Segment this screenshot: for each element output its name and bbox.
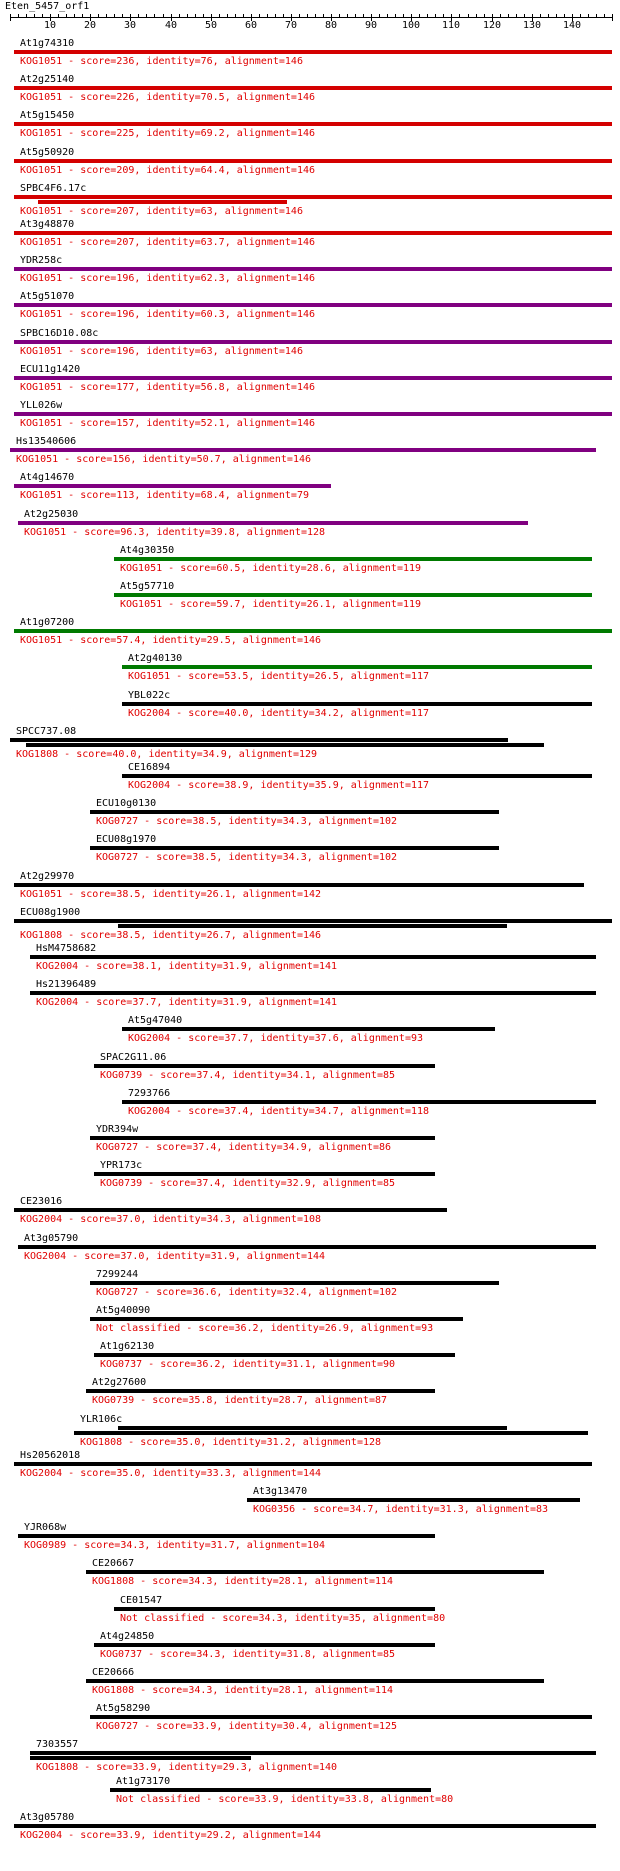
hit-description: KOG1051 - score=96.3, identity=39.8, alignment=128 <box>24 527 326 538</box>
alignment-bar <box>122 774 592 778</box>
hit-name[interactable]: Hs21396489 <box>36 979 97 990</box>
ruler-tick <box>203 14 204 18</box>
hit-description: KOG1051 - score=225, identity=69.2, alignment=146 <box>20 128 316 139</box>
hit-name[interactable]: Hs20562018 <box>20 1450 81 1461</box>
ruler-tick <box>508 14 509 18</box>
ruler-tick <box>540 14 541 18</box>
alignment-bar <box>122 1100 596 1104</box>
hit-name[interactable]: At5g15450 <box>20 110 75 121</box>
hit-description: KOG1051 - score=156, identity=50.7, alignment=146 <box>16 454 312 465</box>
hit-name[interactable]: YBL022c <box>128 690 171 701</box>
hit-description: KOG2004 - score=37.0, identity=31.9, alignment=144 <box>24 1251 326 1262</box>
alignment-bar <box>94 1353 455 1357</box>
hit-name[interactable]: CE20666 <box>92 1667 135 1678</box>
ruler-tick <box>580 14 581 18</box>
ruler-tick <box>500 14 501 18</box>
alignment-bar <box>122 1027 495 1031</box>
ruler-label: 110 <box>441 20 461 31</box>
alignment-bar <box>90 846 499 850</box>
hit-description: KOG0739 - score=37.4, identity=32.9, alignment=85 <box>100 1178 396 1189</box>
hit-name[interactable]: YLL026w <box>20 400 63 411</box>
alignment-bar <box>94 1172 435 1176</box>
hit-name[interactable]: ECU11g1420 <box>20 364 81 375</box>
alignment-bar <box>30 991 596 995</box>
ruler-tick <box>227 14 228 18</box>
ruler-tick <box>427 14 428 18</box>
alignment-bar <box>90 1136 435 1140</box>
alignment-bar <box>14 340 612 344</box>
alignment-bar <box>14 50 612 54</box>
hit-name[interactable]: 7299244 <box>96 1269 139 1280</box>
ruler-tick <box>564 14 565 18</box>
ruler-tick <box>98 14 99 18</box>
ruler-label: 50 <box>204 20 218 31</box>
alignment-bar <box>86 1570 544 1574</box>
hit-name[interactable]: SPBC16D10.08c <box>20 328 99 339</box>
ruler-tick <box>459 14 460 18</box>
hit-description: KOG1051 - score=196, identity=60.3, alignment=146 <box>20 309 316 320</box>
hit-name[interactable]: SPBC4F6.17c <box>20 183 87 194</box>
alignment-bar <box>14 1824 596 1828</box>
hit-description: KOG0737 - score=34.3, identity=31.8, alignment=85 <box>100 1649 396 1660</box>
ruler-tick <box>299 14 300 18</box>
hit-description: KOG1051 - score=57.4, identity=29.5, alignment=146 <box>20 635 322 646</box>
hit-description: KOG1051 - score=196, identity=63, alignment=146 <box>20 346 303 357</box>
alignment-bar <box>14 1462 592 1466</box>
hit-name[interactable]: At5g50920 <box>20 147 75 158</box>
alignment-bar <box>122 702 592 706</box>
ruler-tick <box>219 14 220 18</box>
ruler-tick <box>315 14 316 18</box>
ruler-tick <box>347 14 348 18</box>
hit-name[interactable]: SPCC737.08 <box>16 726 77 737</box>
hit-description: KOG2004 - score=37.7, identity=37.6, alignment=93 <box>128 1033 424 1044</box>
hit-description: KOG1051 - score=157, identity=52.1, alignment=146 <box>20 418 316 429</box>
ruler-tick <box>187 14 188 18</box>
hit-description: KOG0356 - score=34.7, identity=31.3, alignment=83 <box>253 1504 549 1515</box>
hit-name[interactable]: 7303557 <box>36 1739 79 1750</box>
ruler-tick <box>604 14 605 18</box>
ruler-tick <box>235 14 236 18</box>
ruler-tick <box>42 14 43 18</box>
ruler-tick <box>267 14 268 18</box>
hit-description: KOG1808 - score=34.3, identity=28.1, alignment=114 <box>92 1576 394 1587</box>
hit-name[interactable]: At4g14670 <box>20 472 75 483</box>
hit-description: KOG1051 - score=113, identity=68.4, alignment=79 <box>20 490 309 501</box>
ruler-tick <box>114 14 115 18</box>
hit-name[interactable]: CE20667 <box>92 1558 135 1569</box>
hit-description: KOG1808 - score=35.0, identity=31.2, alignment=128 <box>80 1437 382 1448</box>
hit-name[interactable]: Hs13540606 <box>16 436 77 447</box>
alignment-bar <box>10 738 508 742</box>
alignment-bar <box>14 267 612 271</box>
hit-description: KOG2004 - score=37.4, identity=34.7, alignment=118 <box>128 1106 430 1117</box>
hit-description: KOG2004 - score=38.9, identity=35.9, alignment=117 <box>128 780 430 791</box>
ruler-tick <box>556 14 557 18</box>
hit-name[interactable]: ECU10g0130 <box>96 798 157 809</box>
ruler-tick <box>612 14 613 21</box>
alignment-bar <box>30 1756 251 1760</box>
hit-name[interactable]: YLR106c <box>80 1414 123 1425</box>
hit-name[interactable]: At1g73170 <box>116 1776 171 1787</box>
hit-name[interactable]: CE23016 <box>20 1196 63 1207</box>
hit-name[interactable]: HsM4758682 <box>36 943 97 954</box>
ruler-tick <box>82 14 83 18</box>
alignment-bar <box>90 1317 463 1321</box>
alignment-bar <box>18 521 528 525</box>
ruler-tick <box>10 14 11 21</box>
hit-description: KOG2004 - score=37.0, identity=34.3, alignment=108 <box>20 1214 322 1225</box>
ruler-tick <box>468 14 469 18</box>
ruler-label: 140 <box>562 20 582 31</box>
alignment-bar <box>90 1281 499 1285</box>
hit-description: KOG1051 - score=207, identity=63, alignment=146 <box>20 206 303 217</box>
hit-description: Not classified - score=34.3, identity=35, alignment=80 <box>120 1613 446 1624</box>
alignment-bar <box>14 1208 447 1212</box>
hit-name[interactable]: At4g24850 <box>100 1631 155 1642</box>
hit-description: KOG1808 - score=38.5, identity=26.7, alignment=146 <box>20 930 322 941</box>
ruler-tick <box>419 14 420 18</box>
ruler-tick <box>484 14 485 18</box>
hit-description: KOG1051 - score=38.5, identity=26.1, alignment=142 <box>20 889 322 900</box>
ruler-tick <box>355 14 356 18</box>
alignment-bar <box>14 86 612 90</box>
hit-name[interactable]: At3g48870 <box>20 219 75 230</box>
ruler-tick <box>395 14 396 18</box>
hit-description: KOG0727 - score=33.9, identity=30.4, alignment=125 <box>96 1721 398 1732</box>
ruler-label: 130 <box>522 20 542 31</box>
hit-description: Not classified - score=33.9, identity=33.8, alignment=80 <box>116 1794 454 1805</box>
hit-description: KOG1051 - score=196, identity=62.3, alignment=146 <box>20 273 316 284</box>
hit-name[interactable]: At1g74310 <box>20 38 75 49</box>
hit-description: KOG0739 - score=35.8, identity=28.7, alignment=87 <box>92 1395 388 1406</box>
ruler-tick <box>66 14 67 18</box>
hit-description: KOG1808 - score=40.0, identity=34.9, alignment=129 <box>16 749 318 760</box>
alignment-bar <box>90 1715 592 1719</box>
ruler-tick <box>443 14 444 18</box>
alignment-bar <box>86 1679 544 1683</box>
alignment-bar <box>94 1643 435 1647</box>
alignment-bar <box>18 1534 435 1538</box>
alignment-bar <box>10 448 596 452</box>
ruler-tick <box>18 14 19 18</box>
ruler-tick <box>363 14 364 18</box>
hit-name[interactable]: At2g25140 <box>20 74 75 85</box>
hit-description: KOG2004 - score=38.1, identity=31.9, alignment=141 <box>36 961 338 972</box>
ruler-tick <box>179 14 180 18</box>
alignment-bar <box>114 593 592 597</box>
hit-description: KOG0739 - score=37.4, identity=34.1, alignment=85 <box>100 1070 396 1081</box>
alignment-bar <box>14 376 612 380</box>
alignment-bar <box>114 557 592 561</box>
alignment-bar <box>18 1245 596 1249</box>
ruler-tick <box>26 14 27 18</box>
alignment-bar <box>122 665 592 669</box>
ruler-label: 30 <box>123 20 137 31</box>
ruler-tick <box>106 14 107 18</box>
alignment-bar <box>247 1498 580 1502</box>
hit-description: KOG1808 - score=33.9, identity=29.3, alignment=140 <box>36 1762 338 1773</box>
ruler-tick <box>387 14 388 18</box>
hit-name[interactable]: 7293766 <box>128 1088 171 1099</box>
hit-name[interactable]: CE16894 <box>128 762 171 773</box>
ruler-tick <box>516 14 517 18</box>
ruler-tick <box>435 14 436 18</box>
hit-name[interactable]: At5g58290 <box>96 1703 151 1714</box>
alignment-bar <box>118 1426 507 1430</box>
hit-description: KOG2004 - score=35.0, identity=33.3, alignment=144 <box>20 1468 322 1479</box>
hit-name[interactable]: At2g25030 <box>24 509 79 520</box>
ruler-label: 70 <box>284 20 298 31</box>
ruler-tick <box>476 14 477 18</box>
alignment-bar <box>14 412 612 416</box>
alignment-bar <box>74 1431 588 1435</box>
hit-description: KOG1051 - score=226, identity=70.5, alignment=146 <box>20 92 316 103</box>
ruler-tick <box>323 14 324 18</box>
hit-description: KOG2004 - score=40.0, identity=34.2, alignment=117 <box>128 708 430 719</box>
hit-name[interactable]: SPAC2G11.06 <box>100 1052 167 1063</box>
hit-name[interactable]: ECU08g1900 <box>20 907 81 918</box>
hit-description: KOG1808 - score=34.3, identity=28.1, alignment=114 <box>92 1685 394 1696</box>
query-title: Eten_5457_orf1 <box>5 1 90 12</box>
ruler-label: 90 <box>364 20 378 31</box>
ruler-label: 60 <box>244 20 258 31</box>
ruler-label: 100 <box>401 20 421 31</box>
alignment-bar <box>14 195 612 199</box>
hit-name[interactable]: At3g05790 <box>24 1233 79 1244</box>
alignment-bar <box>14 484 331 488</box>
hit-name[interactable]: At5g40090 <box>96 1305 151 1316</box>
ruler-label: 120 <box>482 20 502 31</box>
hit-description: KOG0727 - score=36.6, identity=32.4, alignment=102 <box>96 1287 398 1298</box>
hit-name[interactable]: ECU08g1970 <box>96 834 157 845</box>
ruler-tick <box>259 14 260 18</box>
ruler-tick <box>122 14 123 18</box>
ruler-label: 20 <box>83 20 97 31</box>
hit-description: KOG2004 - score=33.9, identity=29.2, alignment=144 <box>20 1830 322 1841</box>
hit-name[interactable]: At1g62130 <box>100 1341 155 1352</box>
alignment-bar <box>14 629 612 633</box>
hit-description: KOG1051 - score=177, identity=56.8, alignment=146 <box>20 382 316 393</box>
ruler-tick <box>275 14 276 18</box>
alignment-bar <box>14 919 612 923</box>
alignment-bar <box>94 1064 435 1068</box>
alignment-bar <box>118 924 507 928</box>
ruler-tick <box>58 14 59 18</box>
ruler-line <box>10 17 612 18</box>
ruler-tick <box>195 14 196 18</box>
ruler-tick <box>74 14 75 18</box>
hit-name[interactable]: At3g05780 <box>20 1812 75 1823</box>
ruler-tick <box>403 14 404 18</box>
alignment-bar <box>26 743 544 747</box>
alignment-bar <box>14 303 612 307</box>
hit-name[interactable]: CE01547 <box>120 1595 163 1606</box>
hit-description: KOG1051 - score=60.5, identity=28.6, alignment=119 <box>120 563 422 574</box>
ruler-tick <box>548 14 549 18</box>
alignment-bar <box>38 200 287 204</box>
hit-name[interactable]: At3g13470 <box>253 1486 308 1497</box>
ruler-label: 10 <box>43 20 57 31</box>
ruler-tick <box>339 14 340 18</box>
hit-description: KOG0727 - score=37.4, identity=34.9, alignment=86 <box>96 1142 392 1153</box>
ruler-tick <box>588 14 589 18</box>
ruler-tick <box>307 14 308 18</box>
hit-name[interactable]: At4g30350 <box>120 545 175 556</box>
hit-description: Not classified - score=36.2, identity=26.9, alignment=93 <box>96 1323 434 1334</box>
hit-description: KOG0727 - score=38.5, identity=34.3, alignment=102 <box>96 816 398 827</box>
ruler-tick <box>163 14 164 18</box>
ruler-tick <box>243 14 244 18</box>
alignment-bar <box>110 1788 431 1792</box>
ruler-label: 80 <box>324 20 338 31</box>
hit-name[interactable]: YDR394w <box>96 1124 139 1135</box>
hit-name[interactable]: At2g27600 <box>92 1377 147 1388</box>
ruler-label: 40 <box>164 20 178 31</box>
ruler-tick <box>146 14 147 18</box>
hit-description: KOG1051 - score=236, identity=76, alignment=146 <box>20 56 303 67</box>
alignment-bar <box>14 231 612 235</box>
hit-description: KOG0727 - score=38.5, identity=34.3, alignment=102 <box>96 852 398 863</box>
hit-name[interactable]: At1g07200 <box>20 617 75 628</box>
ruler-tick <box>283 14 284 18</box>
hit-description: KOG1051 - score=209, identity=64.4, alignment=146 <box>20 165 316 176</box>
hit-name[interactable]: YJR068w <box>24 1522 67 1533</box>
hit-name[interactable]: At2g29970 <box>20 871 75 882</box>
alignment-bar <box>14 883 584 887</box>
alignment-bar <box>14 159 612 163</box>
hit-description: KOG0989 - score=34.3, identity=31.7, alignment=104 <box>24 1540 326 1551</box>
hit-name[interactable]: At5g47040 <box>128 1015 183 1026</box>
hit-name[interactable]: YDR258c <box>20 255 63 266</box>
ruler-tick <box>34 14 35 18</box>
ruler-tick <box>138 14 139 18</box>
hit-description: KOG1051 - score=53.5, identity=26.5, alignment=117 <box>128 671 430 682</box>
ruler-tick <box>524 14 525 18</box>
alignment-bar <box>86 1389 435 1393</box>
hit-description: KOG0737 - score=36.2, identity=31.1, alignment=90 <box>100 1359 396 1370</box>
hit-name[interactable]: At5g57710 <box>120 581 175 592</box>
hit-name[interactable]: YPR173c <box>100 1160 143 1171</box>
hit-description: KOG1051 - score=207, identity=63.7, alignment=146 <box>20 237 316 248</box>
ruler-tick <box>379 14 380 18</box>
hit-description: KOG2004 - score=37.7, identity=31.9, alignment=141 <box>36 997 338 1008</box>
hit-name[interactable]: At2g40130 <box>128 653 183 664</box>
alignment-bar <box>90 810 499 814</box>
alignment-bar <box>14 122 612 126</box>
hit-name[interactable]: At5g51070 <box>20 291 75 302</box>
alignment-bar <box>114 1607 435 1611</box>
ruler-tick <box>596 14 597 18</box>
hit-description: KOG1051 - score=59.7, identity=26.1, alignment=119 <box>120 599 422 610</box>
alignment-bar <box>30 955 596 959</box>
alignment-bar <box>30 1751 596 1755</box>
ruler-tick <box>154 14 155 18</box>
